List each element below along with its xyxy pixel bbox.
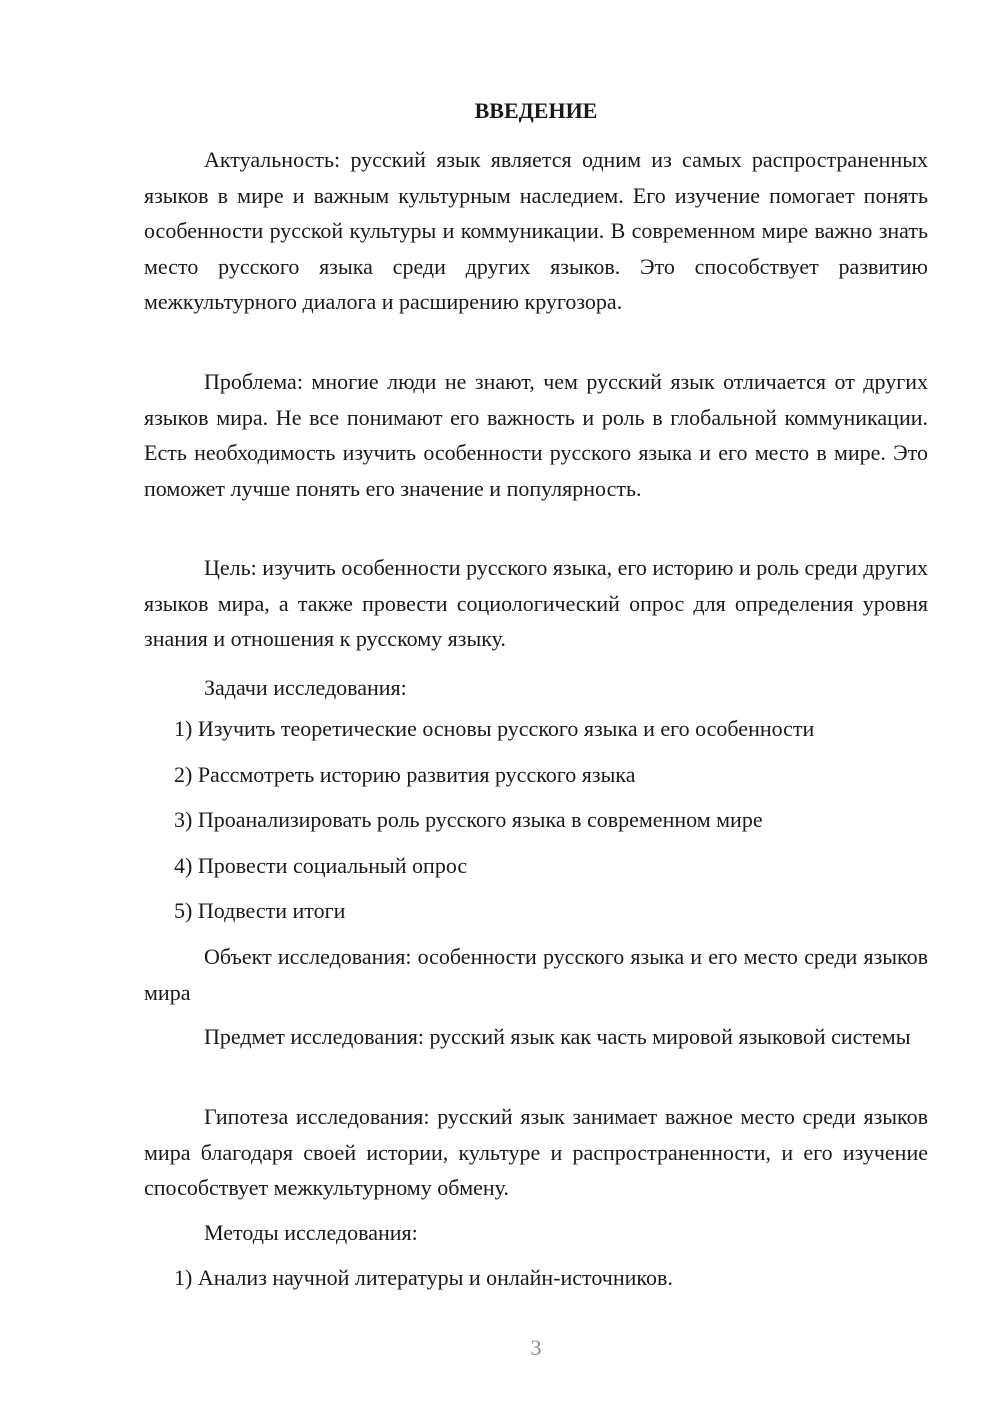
methods-heading: Методы исследования:	[204, 1220, 418, 1245]
subject-paragraph: Предмет исследования: русский язык как часть мировой языковой системы	[204, 1024, 911, 1049]
tasks-heading: Задачи исследования:	[204, 675, 407, 700]
task-item-4: 4) Провести социальный опрос	[174, 853, 468, 878]
goal-paragraph: Цель: изучить особенности русского языка, его историю и роль среди других языков мира, а также провести социологический опрос для определения уровня знания и отношения к русскому языку.	[144, 555, 928, 651]
page-number: 3	[530, 1335, 542, 1360]
task-item-3: 3) Проанализировать роль русского языка в современном мире	[174, 807, 763, 832]
problem-paragraph: Проблема: многие люди не знают, чем русский язык отличается от других языков мира. Не все понимают его важность и роль в глобальной коммуникации. Есть необходимость изучить особенности русского языка и его место в мире. Это поможет лучше понять его значение и популярность.	[144, 369, 928, 501]
task-item-1: 1) Изучить теоретические основы русского языка и его особенности	[174, 716, 815, 741]
hypothesis-paragraph: Гипотеза исследования: русский язык занимает важное место среди языков мира благодаря своей истории, культуре и распространенности, и его изучение способствует межкультурному обмену.	[144, 1104, 928, 1200]
method-item-1: 1) Анализ научной литературы и онлайн-источников.	[174, 1265, 673, 1290]
section-title: ВВЕДЕНИЕ	[474, 98, 598, 123]
object-paragraph: Объект исследования: особенности русского языка и его место среди языков мира	[144, 944, 928, 1005]
relevance-paragraph: Актуальность: русский язык является одним из самых распространенных языков в мире и важным культурным наследием. Его изучение помогает понять особенности русской культуры и коммуникации. В современном мире важно знать место русского языка среди других языков. Это способствует развитию межкультурного диалога и расширению кругозора.	[144, 147, 928, 314]
task-item-2: 2) Рассмотреть историю развития русского языка	[174, 762, 636, 787]
task-item-5: 5) Подвести итоги	[174, 898, 346, 923]
document-page	[144, 0, 928, 1414]
